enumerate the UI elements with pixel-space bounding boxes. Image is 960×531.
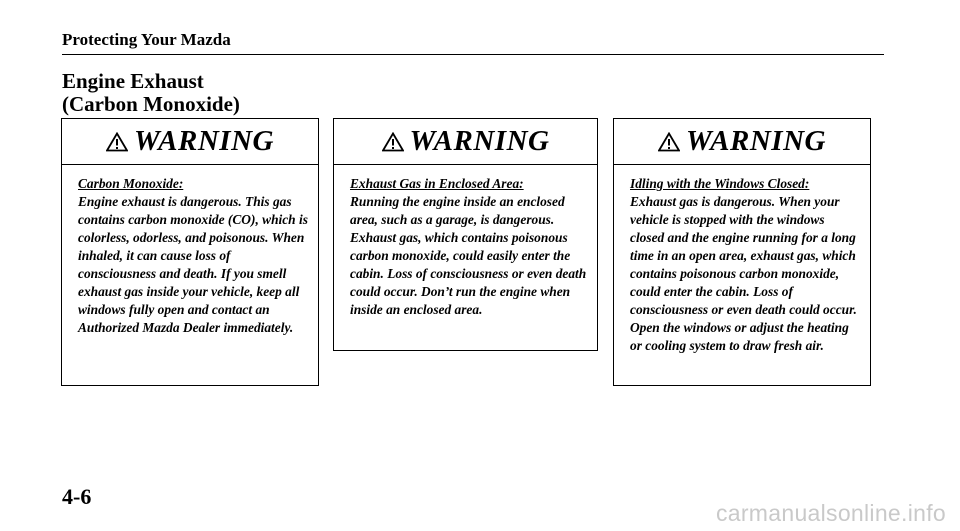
warning-triangle-icon <box>382 132 404 152</box>
warning-body <box>614 165 870 359</box>
warning-header <box>334 119 597 165</box>
page-title-line-2: (Carbon Monoxide) <box>62 92 240 116</box>
warning-body <box>334 165 597 323</box>
warning-header <box>614 119 870 165</box>
warning-subhead: Exhaust Gas in Enclosed Area: <box>350 176 524 191</box>
warning-text: Running the engine inside an enclosed area, such as a garage, is dangerous. Exhaust gas, which contains poisonous carbon monoxide, could easily enter the cabin. Loss of consciousness or even death could occur. Don’t run the engine when inside an enclosed area. <box>350 194 587 317</box>
warning-text: Exhaust gas is dangerous. When your vehicle is stopped with the windows closed and the engine running for a long time in an open area, exhaust gas, which contains poisonous carbon monoxide, could enter the cabin. Loss of consciousness or even death could occur. Open the windows or adjust the heating or cooling system to draw fresh air. <box>630 194 857 353</box>
warning-box-idling-windows-closed <box>613 118 871 386</box>
watermark: carmanualsonline.info <box>715 500 946 526</box>
page-number: 4-6 <box>62 484 92 509</box>
warning-subhead: Carbon Monoxide: <box>78 176 184 191</box>
warning-heading: WARNING <box>686 125 826 157</box>
section-header: Protecting Your Mazda <box>62 30 231 49</box>
warning-heading: WARNING <box>409 125 550 157</box>
warning-triangle-icon <box>106 132 128 152</box>
warning-text: Engine exhaust is dangerous. This gas contains carbon monoxide (CO), which is colorless, odorless, and poisonous. When inhaled, it can cause loss of consciousness and death. If you smell exhaust gas inside your vehicle, keep all windows fully open and contact an Authorized Mazda Dealer immediately. <box>78 194 308 335</box>
warning-heading: WARNING <box>134 125 274 157</box>
page-title-line-1: Engine Exhaust <box>62 69 204 93</box>
warning-triangle-icon <box>658 132 680 152</box>
warning-body <box>62 165 318 341</box>
warning-box-enclosed-area <box>333 118 598 351</box>
header-divider <box>62 54 884 55</box>
page-title <box>62 70 240 116</box>
warning-subhead: Idling with the Windows Closed: <box>630 176 810 191</box>
warning-box-carbon-monoxide <box>61 118 319 386</box>
warning-header <box>62 119 318 165</box>
